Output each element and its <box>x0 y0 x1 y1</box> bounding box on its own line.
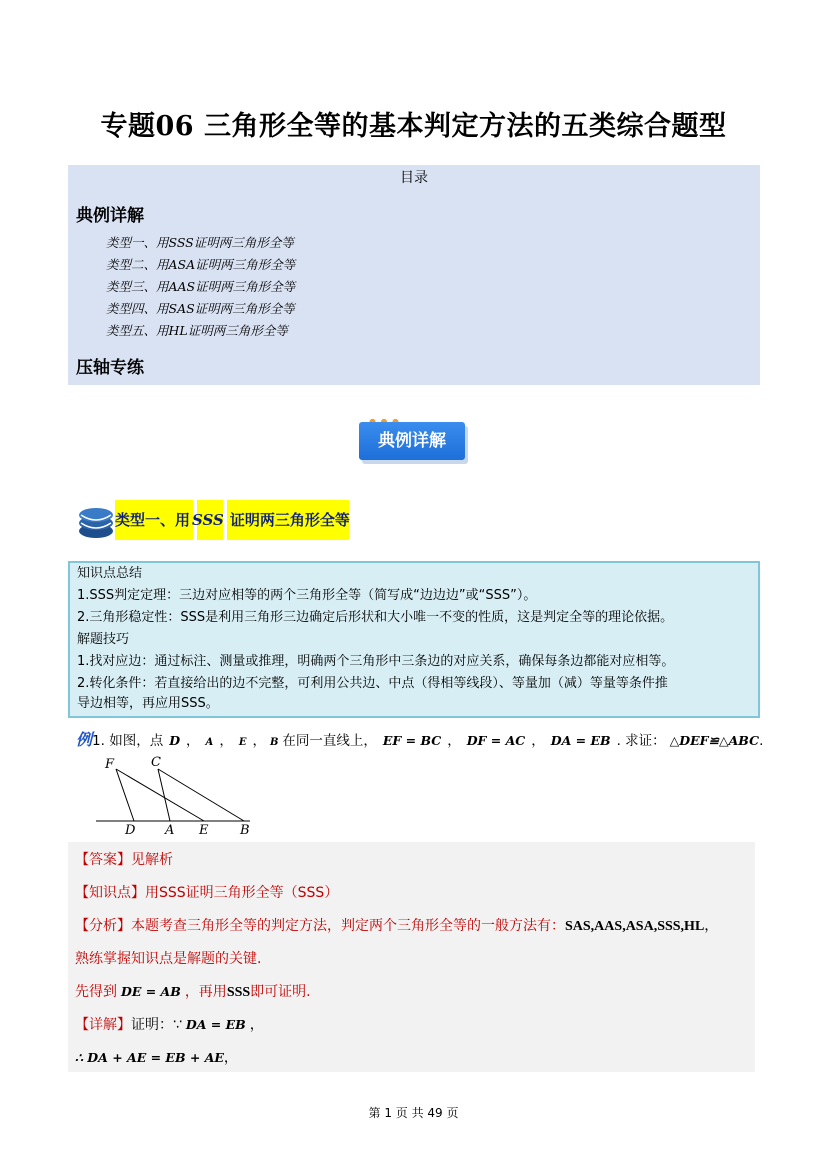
toc-heading: 目录 <box>400 170 428 186</box>
knowledge-line: 2.三角形稳定性：SSS是利用三角形三边确定后形状和大小唯一不变的性质，这是判定全等的理论依据。 <box>77 610 674 625</box>
analysis-line-3: 先得到 DE = AB ，再用SSS即可证明. <box>75 984 311 1000</box>
point-a: A <box>205 737 214 748</box>
detail-line: 【详解】证明：∵ DA = EB ， <box>75 1017 264 1033</box>
answer-box <box>68 842 755 1072</box>
segment-cb <box>158 769 244 821</box>
label-d: D <box>125 823 136 838</box>
type1-heading-sss: SSS <box>192 511 224 529</box>
table-of-contents <box>68 165 760 385</box>
label-c: C <box>151 755 161 770</box>
goal-congruence: △DEF≌△ABC <box>669 733 760 748</box>
label-f: F <box>105 757 115 772</box>
segment-fd <box>116 769 134 821</box>
toc-item-aas[interactable]: 类型三、用AAS证明两三角形全等 <box>106 279 296 294</box>
toc-item-sas[interactable]: 类型四、用SAS证明两三角形全等 <box>106 301 295 316</box>
knowledge-summary-box <box>68 561 760 718</box>
condition-df-ac: DF = AC <box>466 733 526 748</box>
point-e: E <box>238 737 247 748</box>
point-b: B <box>269 737 279 748</box>
example-number: 1 <box>92 733 101 749</box>
label-e: E <box>199 823 209 838</box>
page-footer: 第 1 页 共 49 页 <box>368 1106 459 1120</box>
analysis-line-2: 熟练掌握知识点是解题的关键. <box>75 951 262 967</box>
label-b: B <box>240 823 250 838</box>
knowledge-line: 导边相等，再应用SSS。 <box>77 696 219 711</box>
condition-da-eb: DA = EB <box>550 733 611 748</box>
example-label: 例 <box>76 730 93 749</box>
example-1-question: 例1. 如图，点 D ， A ， E ， B 在同一直线上， EF = BC ， DF = AC ， DA = EB . 求证： △DEF≌△ABC. <box>76 730 764 749</box>
page-title: 专题06 三角形全等的基本判定方法的五类综合题型 <box>100 111 727 142</box>
type1-heading-part3: 证明两三角形全等 <box>229 511 350 529</box>
toc-item-sss[interactable]: 类型一、用SSS证明两三角形全等 <box>106 235 294 250</box>
toc-item-hl[interactable]: 类型五、用HL证明两三角形全等 <box>106 323 288 338</box>
knowledge-line: 知识点总结 <box>77 566 143 581</box>
analysis-line: 【分析】本题考查三角形全等的判定方法，判定两个三角形全等的一般方法有：SAS,AAS,ASA,SSS,HL， <box>75 918 719 934</box>
point-d: D <box>169 733 181 748</box>
knowledge-line: 1.SSS判定定理：三边对应相等的两个三角形全等（简写成“边边边”或“SSS”）。 <box>77 588 537 603</box>
knowledge-line: 1.找对应边：通过标注、测量或推理，明确两个三角形中三条边的对应关系，确保每条边都能对应相等。 <box>77 654 675 669</box>
section-badge: 典例详解 <box>359 422 465 460</box>
detail-line-2: ∴ DA + AE = EB + AE， <box>75 1050 238 1066</box>
label-a: A <box>165 823 175 838</box>
type1-heading <box>115 500 350 540</box>
geometry-figure <box>96 752 266 840</box>
books-icon <box>77 503 115 539</box>
knowledge-point-line: 【知识点】用SSS证明三角形全等（SSS） <box>75 885 339 901</box>
type1-heading-part1: 类型一、用 <box>115 511 191 529</box>
toc-section-practice[interactable]: 压轴专练 <box>76 358 144 378</box>
toc-section-examples[interactable]: 典例详解 <box>76 206 144 226</box>
toc-item-asa[interactable]: 类型二、用ASA证明两三角形全等 <box>106 257 296 272</box>
condition-ef-bc: EF = BC <box>382 733 442 748</box>
knowledge-line: 2.转化条件：若直接给出的边不完整，可利用公共边、中点（得相等线段）、等量加（减）等量等条件推 <box>77 676 668 691</box>
answer-line: 【答案】见解析 <box>75 852 173 868</box>
knowledge-line: 解题技巧 <box>77 632 130 647</box>
